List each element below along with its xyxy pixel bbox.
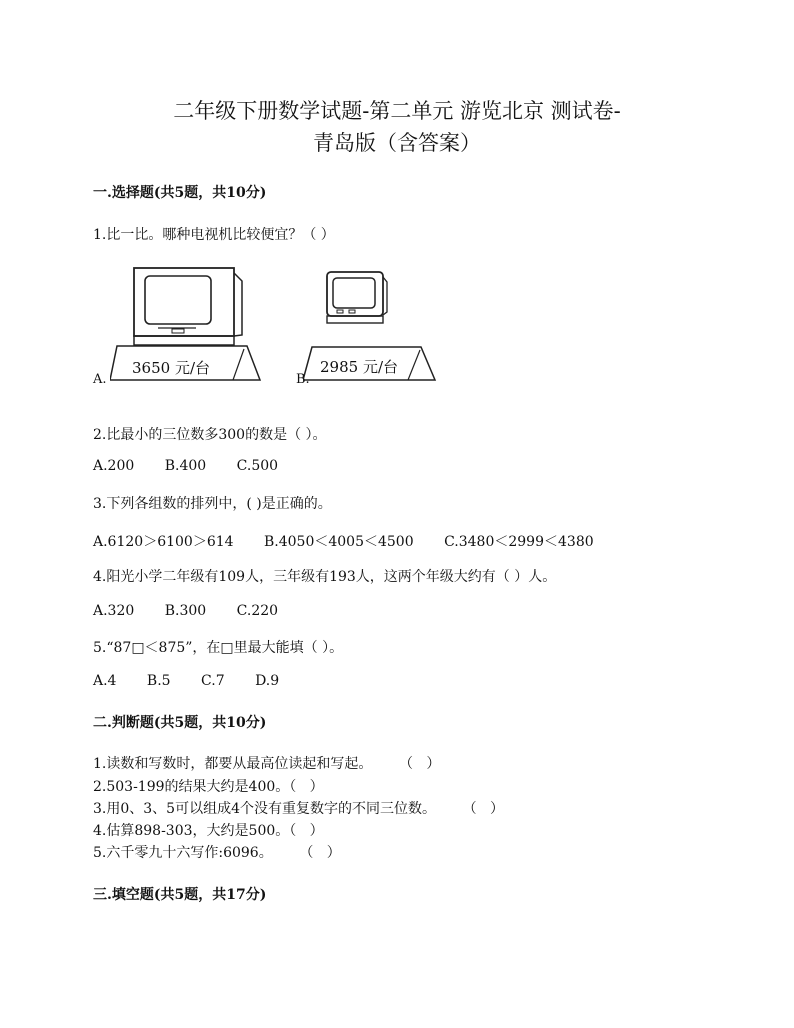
judge-item: 4.估算898-303，大约是500。（ ） — [93, 823, 324, 839]
judge-item: 2.503-199的结果大约是400。（ ） — [93, 779, 324, 795]
q1-option-a-letter: A. — [93, 372, 107, 387]
q5-text: 5.“87□＜875”，在□里最大能填（ ）。 — [93, 640, 344, 656]
q4-text: 4.阳光小学二年级有109人，三年级有193人，这两个年级大约有（ ）人。 — [93, 569, 557, 585]
q1-text: 1.比一比。哪种电视机比较便宜？（ ） — [93, 227, 335, 243]
q4-options — [93, 603, 278, 619]
q1-option-b-letter: B. — [296, 372, 310, 387]
q2-option-b[interactable]: B.400 — [164, 458, 207, 474]
q2-options — [93, 458, 278, 474]
q5-options — [93, 673, 279, 689]
q3-option-a[interactable]: A.6120＞6100＞614 — [93, 534, 234, 550]
q5-option-c[interactable]: C.7 — [201, 673, 225, 689]
q2-option-a[interactable]: A.200 — [93, 458, 135, 474]
q3-text: 3.下列各组数的排列中，( )是正确的。 — [93, 496, 332, 512]
judge-item: 1.读数和写数时，都要从最高位读起和写起。 （ ） — [93, 756, 441, 772]
q2-text: 2.比最小的三位数多300的数是（ ）。 — [93, 427, 327, 443]
judge-item: 3.用0、3、5可以组成4个没有重复数字的不同三位数。 （ ） — [93, 801, 505, 817]
section3-heading: 三.填空题(共5题，共17分) — [93, 887, 267, 903]
q3-option-b[interactable]: B.4050＜4005＜4500 — [264, 534, 414, 550]
document-title-line1: 二年级下册数学试题-第二单元 游览北京 测试卷- — [173, 99, 621, 123]
q5-option-b[interactable]: B.5 — [146, 673, 171, 689]
q1-option-b-price: 2985 元/台 — [320, 358, 398, 376]
q4-option-b[interactable]: B.300 — [164, 603, 207, 619]
q1-option-a-price: 3650 元/台 — [132, 359, 210, 377]
q3-options — [93, 531, 594, 551]
q5-option-a[interactable]: A.4 — [93, 673, 117, 689]
judge-item: 5.六千零九十六写作:6096。 （ ） — [93, 845, 341, 861]
q4-option-c[interactable]: C.220 — [236, 603, 279, 619]
section2-heading: 二.判断题(共5题，共10分) — [93, 715, 267, 731]
q4-option-a[interactable]: A.320 — [93, 603, 135, 619]
q5-option-d[interactable]: D.9 — [255, 673, 280, 689]
document-title-line2: 青岛版（含答案） — [313, 131, 481, 155]
q3-option-c[interactable]: C.3480＜2999＜4380 — [444, 534, 594, 550]
q2-option-c[interactable]: C.500 — [236, 458, 279, 474]
section1-heading: 一.选择题(共5题，共10分) — [93, 185, 267, 201]
